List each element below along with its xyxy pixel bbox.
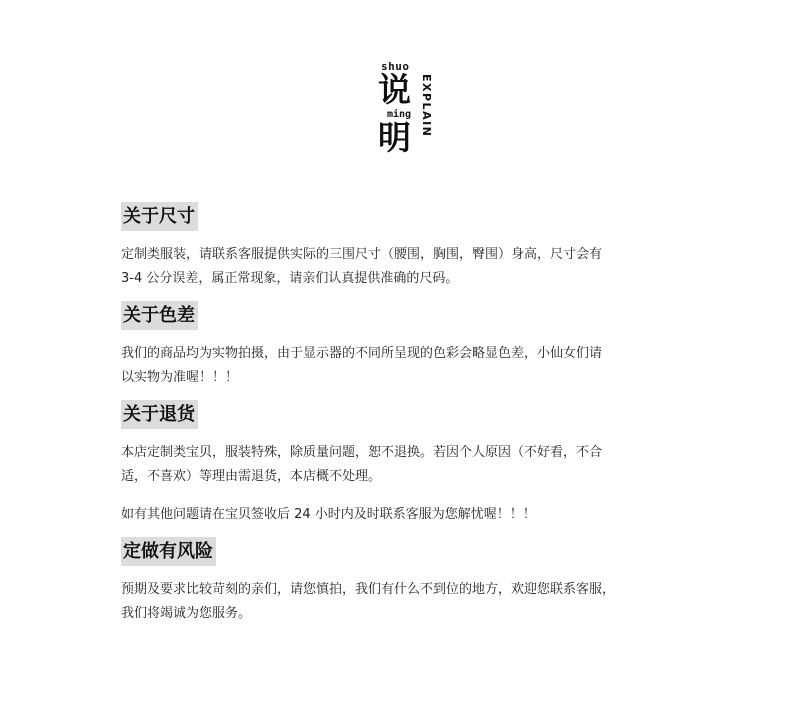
logo-char-ming: 明 [378, 118, 411, 157]
returns-paragraph [121, 441, 721, 489]
section-custom-risk [121, 537, 721, 626]
paragraph-line: 我们的商品均为实物拍摄，由于显示器的不同所呈现的色彩会略显色差，小仙女们请 [121, 346, 603, 361]
section-heading-size: 关于尺寸 [121, 202, 198, 231]
section-heading-returns: 关于退货 [121, 400, 198, 429]
paragraph-line: 如有其他问题请在宝贝签收后 24 小时内及时联系客服为您解忧喔！！！ [121, 507, 536, 522]
paragraph-line: 定制类服装，请联系客服提供实际的三围尺寸（腰围，胸围，臀围）身高，尺寸会有 [121, 247, 603, 262]
paragraph-line: 3-4 公分误差，属正常现象，请亲们认真提供准确的尺码。 [121, 271, 459, 286]
paragraph-line: 适，不喜欢）等理由需退货，本店概不处理。 [121, 469, 382, 484]
contact-paragraph [121, 503, 721, 527]
explanation-content [121, 202, 721, 626]
color-paragraph [121, 342, 721, 390]
paragraph-line: 本店定制类宝贝，服装特殊，除质量问题，恕不退换。若因个人原因（不好看，不合 [121, 445, 603, 460]
logo-pinyin-shuo: shuo [381, 60, 410, 73]
logo-english-explain: EXPLAIN [420, 74, 433, 138]
logo-pinyin-ming: ming [387, 109, 412, 120]
explain-logo [378, 60, 438, 160]
size-paragraph [121, 243, 721, 291]
section-heading-color: 关于色差 [121, 301, 198, 330]
section-returns [121, 400, 721, 527]
paragraph-line: 我们将竭诚为您服务。 [121, 606, 252, 621]
section-heading-risk: 定做有风险 [121, 537, 216, 566]
logo-char-shuo: 说 [378, 70, 411, 109]
section-size [121, 202, 721, 291]
paragraph-line: 以实物为准喔！！！ [121, 370, 239, 385]
risk-paragraph [121, 578, 721, 626]
section-color-difference [121, 301, 721, 390]
paragraph-line: 预期及要求比较苛刻的亲们，请您慎拍，我们有什么不到位的地方，欢迎您联系客服， [121, 582, 616, 597]
